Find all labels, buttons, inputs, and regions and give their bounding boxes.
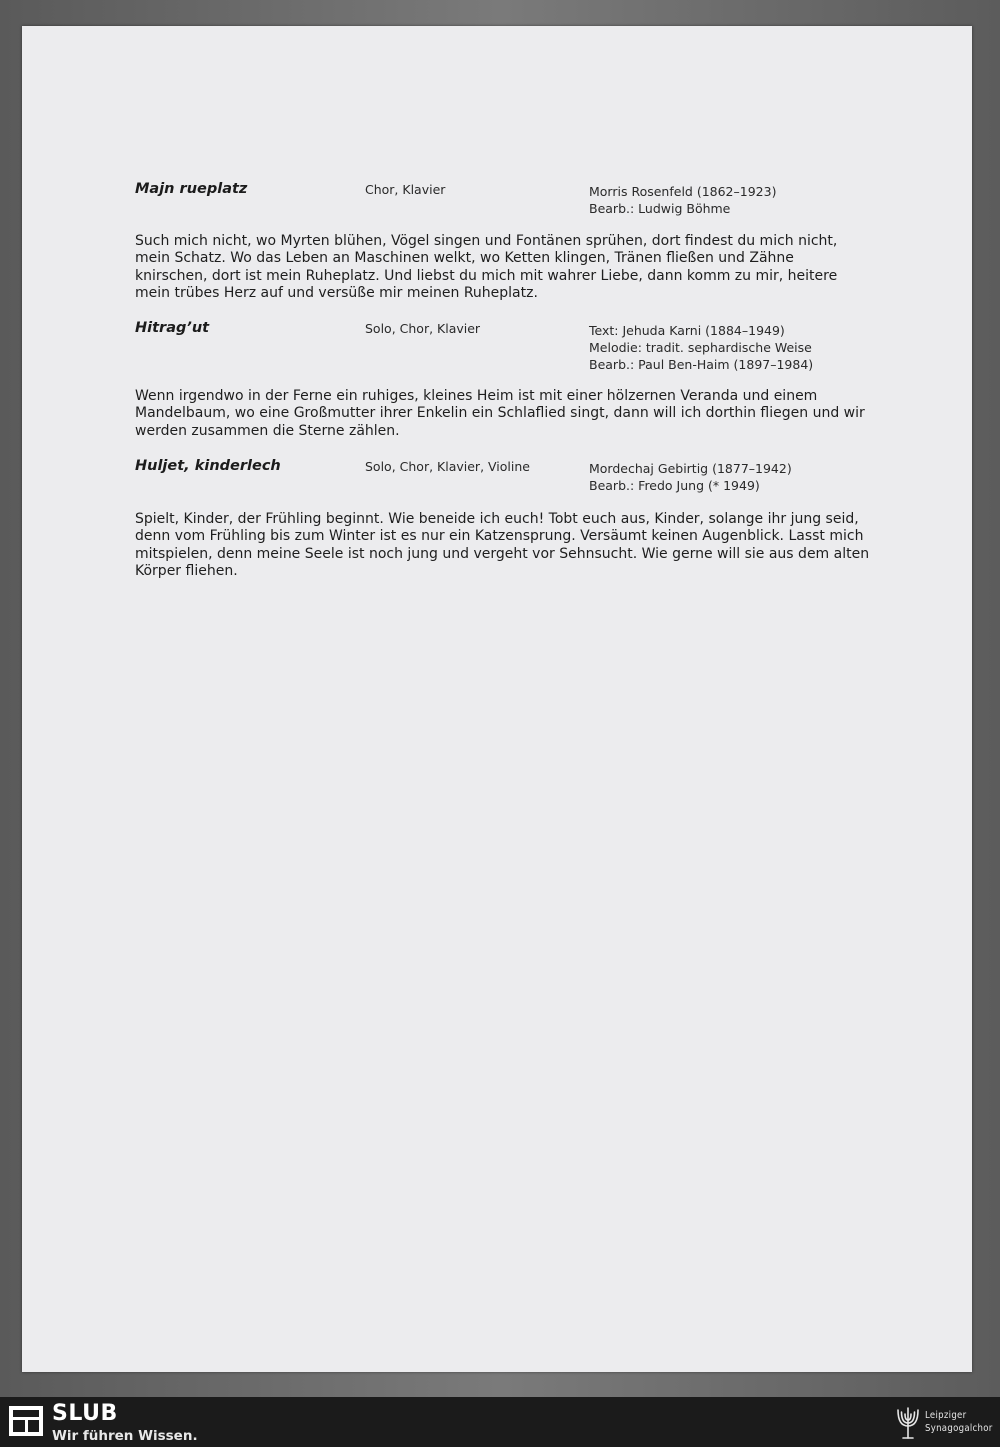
song-credits: [589, 460, 792, 494]
credit-line: Melodie: tradit. sephardische Weise: [589, 340, 812, 355]
song-entry: [135, 181, 875, 216]
document-page: [22, 26, 972, 1372]
song-title: Hitrag’ut: [135, 320, 210, 336]
song-scoring: Solo, Chor, Klavier, Violine: [365, 459, 530, 474]
song-entry: [135, 458, 875, 493]
library-name: SLUB: [52, 1401, 118, 1426]
song-translation: Wenn irgendwo in der Ferne ein ruhiges, kleines Heim ist mit einer hölzernen Veranda und einem Mandelbaum, wo eine Großmutter ihrer Enkelin ein Schlaflied singt, dann will ich dorthin fliegen und wir werden zusammen die Sterne zählen.: [135, 388, 865, 439]
choir-name-line: Leipziger: [925, 1410, 967, 1421]
credit-line: Bearb.: Ludwig Böhme: [589, 201, 731, 216]
choir-name-line: Synagogalchor: [925, 1423, 993, 1434]
footer-bar: [0, 1397, 1000, 1447]
library-claim: Wir führen Wissen.: [52, 1428, 198, 1444]
song-scoring: Solo, Chor, Klavier: [365, 321, 481, 336]
song-title: Huljet, kinderlech: [135, 458, 281, 474]
song-credits: [589, 183, 776, 217]
song-translation: Such mich nicht, wo Myrten blühen, Vögel singen und Fontänen sprühen, dort findest du mich nicht, mein Schatz. Wo das Leben an Maschinen welkt, wo Ketten klingen, Tränen fließen und Zähne knirschen, dort ist mein Ruheplatz. Und liebst du mich mit wahrer Liebe, dann komm zu mir, heitere mein trübes Herz auf und versüße mir meinen Ruheplatz.: [135, 233, 838, 301]
credit-line: Bearb.: Paul Ben-Haim (1897–1984): [589, 357, 814, 372]
credit-line: Bearb.: Fredo Jung (* 1949): [589, 478, 760, 493]
choir-name: [925, 1409, 993, 1435]
song-credits: [589, 322, 813, 373]
credit-line: Morris Rosenfeld (1862–1923): [589, 184, 777, 199]
song-title: Majn rueplatz: [135, 181, 248, 197]
menorah-icon: [895, 1404, 921, 1442]
slub-logo-icon: [9, 1406, 43, 1436]
song-entry: [135, 320, 875, 372]
credit-line: Mordechaj Gebirtig (1877–1942): [589, 461, 792, 476]
song-scoring: Chor, Klavier: [365, 182, 446, 197]
credit-line: Text: Jehuda Karni (1884–1949): [589, 323, 785, 338]
song-translation: Spielt, Kinder, der Frühling beginnt. Wie beneide ich euch! Tobt euch aus, Kinder, solange ihr jung seid, denn vom Frühling bis zum Winter ist es nur ein Katzensprung. Versäumt keinen Augenblick. Lasst mich mitspielen, denn meine Seele ist noch jung und vergeht vor Sehnsucht. Wie gerne will sie aus dem alten Körper fliehen.: [135, 511, 870, 579]
